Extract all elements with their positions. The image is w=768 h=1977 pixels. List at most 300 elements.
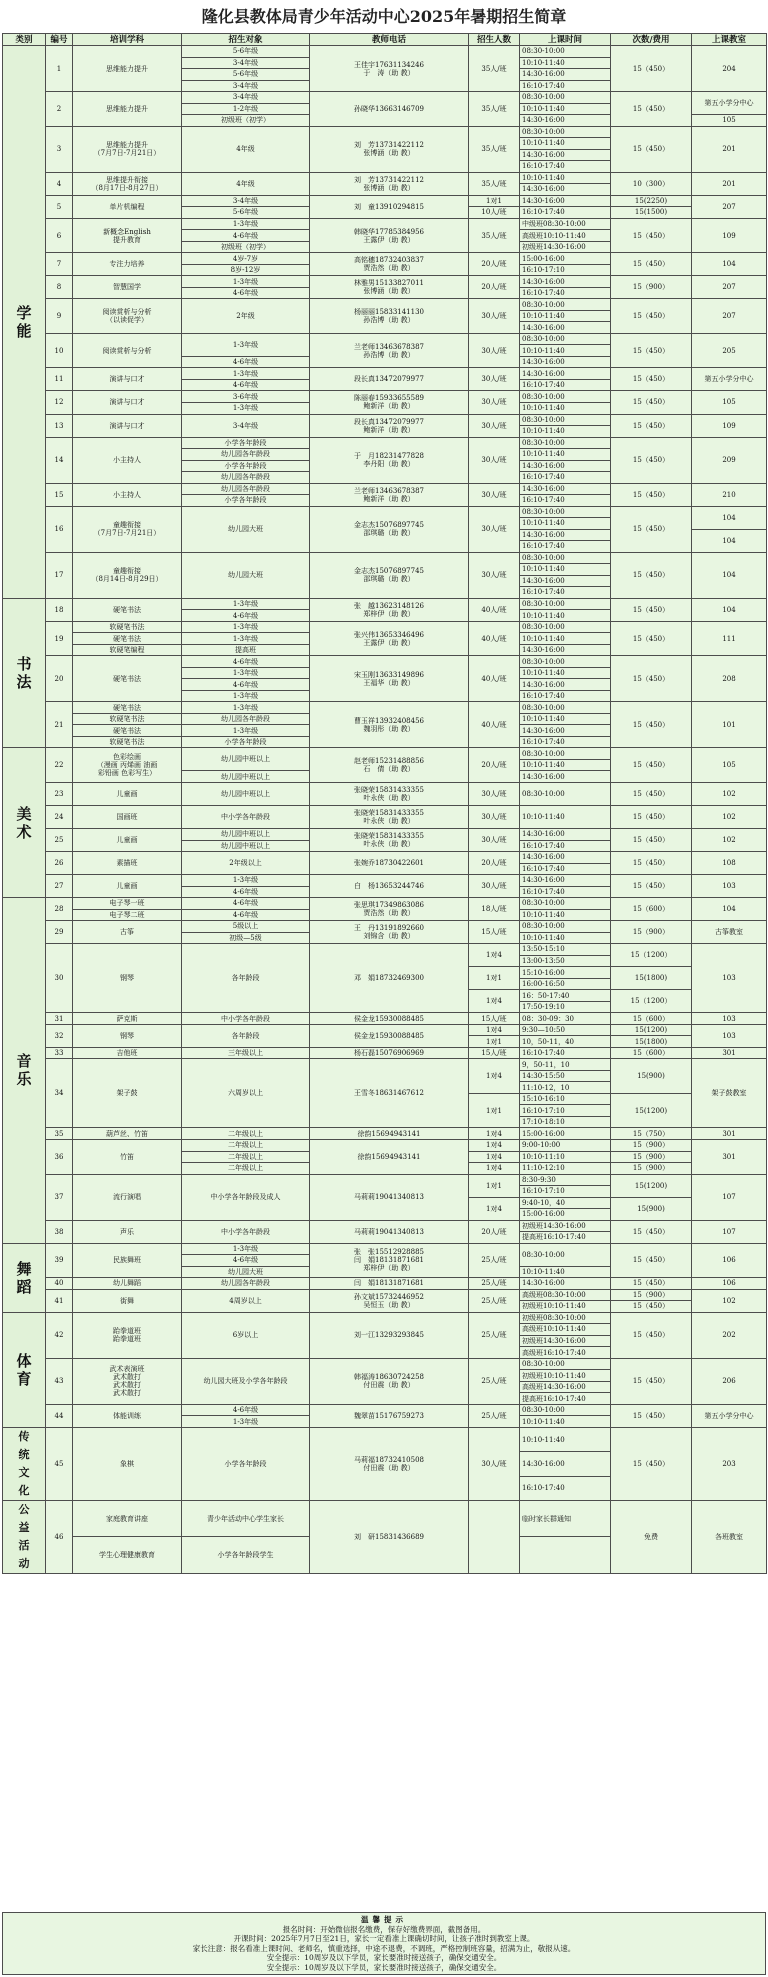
cell-line: 张博涵（助 教） — [363, 183, 415, 192]
cell-line: 马莉莉19041340813 — [354, 1193, 424, 1202]
time-cell: 16:10-17:40 — [520, 287, 611, 299]
category-cell — [3, 1312, 46, 1427]
notice-line: 安全提示：10周岁及以下学员，家长要准时接送孩子，确保交通安全。 — [266, 1962, 502, 1972]
time-cell: 13:00-13:50 — [520, 955, 611, 967]
cell-line: 刘 研15831436689 — [354, 1532, 424, 1541]
table-row — [3, 1289, 767, 1301]
subject-cell: 软硬笔书法 — [73, 713, 182, 725]
time-cell: 14:30-16:00 — [520, 829, 611, 841]
course-number: 35 — [46, 1128, 73, 1140]
course-number: 3 — [46, 126, 73, 172]
cell-line: 邵琪璐（助 教） — [363, 529, 415, 538]
cell-line: 杨石磊15076906969 — [354, 1049, 424, 1058]
time-cell: 10:10-11:40 — [520, 633, 611, 645]
time-cell: 10:10-11:40 — [520, 564, 611, 576]
cell-line: 徐韵15694943141 — [357, 1129, 421, 1138]
category-char: 公 — [18, 1502, 30, 1516]
teacher-cell — [310, 506, 469, 552]
cell-line: 小主持人 — [113, 456, 141, 465]
fee-cell: 15（450） — [611, 92, 692, 127]
cell-line: 演讲与口才 — [109, 421, 145, 430]
time-cell: 15:00-16:00 — [520, 1209, 611, 1221]
time-cell: 08:30-10:00 — [520, 333, 611, 345]
audience-cell: 幼儿园中班以上 — [182, 829, 310, 841]
table-row — [3, 368, 767, 380]
time-cell: 10:10-11:40 — [520, 310, 611, 322]
audience-cell: 3-4年级 — [182, 92, 310, 104]
cell-line: 于 月18231477828 — [354, 452, 424, 461]
table-row — [3, 1312, 767, 1324]
audience-cell: 1-3年级 — [182, 875, 310, 887]
time-cell: 初级班14:30-16:00 — [520, 1220, 611, 1232]
cell-line: （8月14日-8月29日） — [91, 575, 163, 584]
course-number: 2 — [46, 92, 73, 127]
fee-cell: 15（900） — [611, 921, 692, 944]
subject-cell — [73, 829, 182, 852]
cell-line: 武术散打 — [113, 1373, 141, 1382]
audience-cell: 初级班（初学） — [182, 241, 310, 253]
subject-cell — [73, 253, 182, 276]
audience-cell: 5-6年级 — [182, 207, 310, 219]
audience-cell: 初级班（初学） — [182, 115, 310, 127]
teacher-cell — [310, 748, 469, 783]
course-number: 34 — [46, 1059, 73, 1128]
time-cell: 10:10-11:10 — [520, 1151, 611, 1163]
fee-cell: 15（450） — [611, 333, 692, 368]
course-number: 42 — [46, 1312, 73, 1358]
time-cell: 高级班16:10-17:40 — [520, 1347, 611, 1359]
subject-cell — [73, 921, 182, 944]
table-row — [3, 391, 767, 403]
course-number: 26 — [46, 852, 73, 875]
enrollment-cell: 30人/班 — [469, 483, 520, 506]
audience-cell: 1-3年级 — [182, 702, 310, 714]
audience-cell: 幼儿园各年龄段 — [182, 449, 310, 461]
fee-cell: 10（300） — [611, 172, 692, 195]
enrollment-cell: 20人/班 — [469, 1220, 520, 1243]
cell-line: 陈丽春15933655589 — [354, 394, 424, 403]
fee-cell: 15（450） — [611, 299, 692, 334]
subject-cell — [73, 1024, 182, 1047]
cell-line: 侯金龙15930088485 — [354, 1014, 424, 1023]
enrollment-cell: 1对4 — [469, 990, 520, 1013]
time-cell: 08:30-10:00 — [520, 656, 611, 668]
enrollment-cell: 1对1 — [469, 1093, 520, 1128]
subject-cell: 硬笔书法 — [73, 702, 182, 714]
subject-cell — [73, 598, 182, 621]
time-cell: 高级班10:10-11:40 — [520, 230, 611, 242]
table-row — [3, 1358, 767, 1370]
cell-line: 张思琪17349863086 — [354, 901, 424, 910]
course-number: 23 — [46, 783, 73, 806]
course-number: 7 — [46, 253, 73, 276]
teacher-cell — [310, 1024, 469, 1047]
category-cell — [3, 46, 46, 599]
cell-line: 架子鼓 — [116, 1089, 138, 1098]
enrollment-cell: 30人/班 — [469, 875, 520, 898]
course-number: 40 — [46, 1278, 73, 1290]
time-cell: 16:10-17:10 — [520, 264, 611, 276]
enrollment-cell: 15人/班 — [469, 1013, 520, 1025]
time-cell: 16:10-17:40 — [520, 690, 611, 702]
cell-line: 思维提升衔接 — [106, 175, 148, 184]
table-row — [3, 333, 767, 345]
time-cell: 17:50-19:10 — [520, 1001, 611, 1013]
time-cell: 15:00-16:00 — [520, 1128, 611, 1140]
category-char: 能 — [16, 321, 32, 340]
course-number: 39 — [46, 1243, 73, 1278]
classroom-cell: 第五小学分中心 — [692, 1404, 767, 1427]
course-number: 27 — [46, 875, 73, 898]
course-number: 31 — [46, 1013, 73, 1025]
time-cell: 10:10-11:40 — [520, 138, 611, 150]
subject-cell — [73, 276, 182, 299]
fee-cell: 15(1800) — [611, 967, 692, 990]
fee-cell: 15（450） — [611, 414, 692, 437]
fee-cell: 15（450） — [611, 1243, 692, 1278]
audience-cell: 1-3年级 — [182, 725, 310, 737]
audience-cell: 1-3年级 — [182, 402, 310, 414]
audience-cell: 幼儿园中班以上 — [182, 840, 310, 852]
course-number: 25 — [46, 829, 73, 852]
column-header: 教师电话 — [310, 34, 469, 46]
time-cell: 14:30-16:00 — [520, 1278, 611, 1290]
subject-cell — [73, 92, 182, 127]
audience-cell: 3-4年级 — [182, 414, 310, 437]
classroom-cell: 第五小学分中心 — [692, 92, 767, 115]
enrollment-cell: 25人/班 — [469, 1404, 520, 1427]
time-cell: 16:10-17:40 — [520, 840, 611, 852]
table-row — [3, 1139, 767, 1151]
enrollment-cell: 10人/班 — [469, 207, 520, 219]
fee-cell: 15（450） — [611, 126, 692, 172]
audience-cell: 1-3年级 — [182, 621, 310, 633]
subject-cell — [73, 1220, 182, 1243]
time-cell: 10:10-11:40 — [520, 806, 611, 829]
cell-line: 孙晓华13663146709 — [354, 104, 424, 113]
cell-line: （7月7日-7月21日） — [93, 529, 161, 538]
cell-line: 吴恒玉（助 教） — [363, 1300, 415, 1309]
cell-line: 王 丹13191892660 — [354, 924, 424, 933]
teacher-cell — [310, 1278, 469, 1290]
audience-cell: 小学各年龄段 — [182, 437, 310, 449]
fee-cell: 15（450） — [611, 702, 692, 748]
fee-cell: 15（900） — [611, 1163, 692, 1175]
teacher-cell — [310, 656, 469, 702]
classroom-cell: 207 — [692, 276, 767, 299]
classroom-cell: 108 — [692, 852, 767, 875]
enrollment-cell: 18人/班 — [469, 898, 520, 921]
subject-cell — [73, 1404, 182, 1427]
time-cell: 10:10-11:40 — [520, 713, 611, 725]
audience-cell: 4年级 — [182, 126, 310, 172]
subject-cell — [73, 783, 182, 806]
audience-cell: 8岁-12岁 — [182, 264, 310, 276]
table-row — [3, 898, 767, 910]
cell-line: （8月17日-8月27日） — [91, 183, 163, 192]
course-number: 18 — [46, 598, 73, 621]
teacher-cell — [310, 1404, 469, 1427]
time-cell: 14:30-16:00 — [520, 115, 611, 127]
cell-line: 张晓荣15831433355 — [354, 786, 424, 795]
course-number: 1 — [46, 46, 73, 92]
course-number: 20 — [46, 656, 73, 702]
audience-cell: 1-3年级 — [182, 276, 310, 288]
time-cell: 08:30-10:00 — [520, 299, 611, 311]
cell-line: 儿童画 — [116, 882, 138, 891]
table-row — [3, 276, 767, 288]
fee-cell: 15（450） — [611, 368, 692, 391]
time-cell: 14:30-16:00 — [520, 771, 611, 783]
cell-line: 付田震（助 教） — [363, 1463, 415, 1472]
cell-line: 武术表演班 — [109, 1365, 145, 1374]
enrollment-cell: 1对4 — [469, 944, 520, 967]
fee-cell: 15（450） — [611, 598, 692, 621]
time-cell: 9，50-11，10 — [520, 1059, 611, 1071]
enrollment-cell: 1对4 — [469, 1139, 520, 1151]
audience-cell: 1-3年级 — [182, 690, 310, 702]
fee-cell: 15（450） — [611, 852, 692, 875]
classroom-cell: 210 — [692, 483, 767, 506]
cell-line: 兰老师13463678387 — [354, 342, 424, 351]
classroom-cell: 301 — [692, 1128, 767, 1140]
audience-cell: 4-6年级 — [182, 679, 310, 691]
fee-cell: 15（600） — [611, 898, 692, 921]
column-header: 招生人数 — [469, 34, 520, 46]
course-number: 16 — [46, 506, 73, 552]
category-char: 化 — [18, 1483, 30, 1497]
table-row — [3, 875, 767, 887]
teacher-cell — [310, 92, 469, 127]
cell-line: 钢琴 — [120, 974, 134, 983]
enrollment-cell: 1对1 — [469, 1174, 520, 1197]
audience-cell: 1-2年级 — [182, 103, 310, 115]
course-number: 32 — [46, 1024, 73, 1047]
cell-line: 色彩绘画 — [113, 753, 141, 762]
cell-line: 闫 娟18131871681 — [354, 1279, 424, 1288]
classroom-cell: 102 — [692, 783, 767, 806]
time-cell: 16:10-17:40 — [520, 541, 611, 553]
time-cell: 14:30-16:00 — [520, 852, 611, 864]
subject-cell — [73, 46, 182, 92]
category-char: 体 — [16, 1351, 32, 1370]
cell-line: 马莉莉19041340813 — [354, 1227, 424, 1236]
subject-cell — [73, 1013, 182, 1025]
time-cell: 高级班14:30-16:00 — [520, 1381, 611, 1393]
time-cell: 16:10-17:40 — [520, 587, 611, 599]
fee-cell: 15(1800) — [611, 1036, 692, 1048]
fee-cell: 15(900) — [611, 1059, 692, 1094]
subject-cell — [73, 1059, 182, 1128]
audience-cell: 4-6年级 — [182, 1404, 310, 1416]
audience-cell: 幼儿园各年龄段 — [182, 713, 310, 725]
teacher-cell — [310, 414, 469, 437]
classroom-cell: 106 — [692, 1243, 767, 1278]
fee-cell: 15（450） — [611, 783, 692, 806]
subject-cell — [73, 1128, 182, 1140]
audience-cell: 幼儿园各年龄段 — [182, 483, 310, 495]
audience-cell: 二年级以上 — [182, 1139, 310, 1151]
teacher-cell — [310, 921, 469, 944]
teacher-cell — [310, 46, 469, 92]
audience-cell: 4-6年级 — [182, 1255, 310, 1267]
notice-box — [2, 1912, 766, 1975]
subject-cell: 学生心理健康教育 — [73, 1537, 182, 1574]
audience-cell: 4-6年级 — [182, 379, 310, 391]
category-char: 舞 — [16, 1259, 32, 1278]
cell-line: 石 倩（助 教） — [363, 765, 415, 774]
time-cell: 16:10-17:40 — [520, 736, 611, 748]
cell-line: 民族舞班 — [113, 1256, 141, 1265]
time-cell: 08:30-10:00 — [520, 1243, 611, 1266]
time-cell: 10:10-11:40 — [520, 1427, 611, 1451]
time-cell: 13:50-15:10 — [520, 944, 611, 956]
audience-cell: 中小学各年龄段及成人 — [182, 1174, 310, 1220]
subject-cell — [73, 875, 182, 898]
cell-line: 段长真13472079977 — [354, 375, 424, 384]
audience-cell: 小学各年龄段 — [182, 736, 310, 748]
table-row — [3, 195, 767, 207]
table-row — [3, 1174, 767, 1186]
table-row — [3, 748, 767, 760]
enrollment-cell: 20人/班 — [469, 852, 520, 875]
enrollment-cell: 1对1 — [469, 1036, 520, 1048]
enrollment-cell: 30人/班 — [469, 299, 520, 334]
category-char: 蹈 — [16, 1277, 32, 1296]
audience-cell: 3-4年级 — [182, 80, 310, 92]
schedule-table — [2, 33, 767, 1574]
teacher-cell — [310, 875, 469, 898]
table-row — [3, 126, 767, 138]
audience-cell: 小学各年龄段 — [182, 1427, 310, 1500]
teacher-cell — [310, 172, 469, 195]
teacher-cell — [310, 1243, 469, 1278]
classroom-cell: 103 — [692, 1013, 767, 1025]
audience-cell: 2年级 — [182, 299, 310, 334]
fee-cell: 15（450） — [611, 552, 692, 598]
audience-cell: 二年级以上 — [182, 1128, 310, 1140]
subject-cell — [73, 391, 182, 414]
cell-line: 叶永侠（助 教） — [363, 817, 415, 826]
table-row — [3, 552, 767, 564]
audience-cell: 5级以上 — [182, 921, 310, 933]
subject-cell — [73, 437, 182, 483]
time-cell: 8:30-9:30 — [520, 1174, 611, 1186]
cell-line: 鲍新洋（助 教） — [363, 494, 415, 503]
classroom-cell: 203 — [692, 1427, 767, 1500]
enrollment-cell: 30人/班 — [469, 437, 520, 483]
teacher-cell — [310, 1220, 469, 1243]
subject-cell — [73, 333, 182, 368]
classroom-cell: 207 — [692, 195, 767, 218]
table-row — [3, 702, 767, 714]
time-cell: 16:10-17:10 — [520, 1105, 611, 1117]
fee-cell: 15（900） — [611, 1289, 692, 1301]
notice-title: 温馨提示 — [361, 1915, 407, 1924]
fee-cell: 15（450） — [611, 806, 692, 829]
table-body — [3, 46, 767, 1574]
audience-cell: 各年龄段 — [182, 944, 310, 1013]
subject-cell: 软硬笔书法 — [73, 736, 182, 748]
cell-line: 郑梓伊（助 教） — [363, 609, 415, 618]
fee-cell: 15（450） — [611, 1312, 692, 1358]
classroom-cell: 205 — [692, 333, 767, 368]
cell-line: 侯金龙15930088485 — [354, 1031, 424, 1040]
cell-line: 单片机编程 — [109, 202, 145, 211]
time-cell: 14:30-15:50 — [520, 1070, 611, 1082]
time-cell: 10:10-11:40 — [520, 932, 611, 944]
cell-line: 郑梓伊（助 教） — [363, 1264, 415, 1273]
time-cell: 14:30-16:00 — [520, 875, 611, 887]
classroom-cell: 各班教室 — [692, 1500, 767, 1573]
cell-line: 张晓荣15831433355 — [354, 832, 424, 841]
audience-cell: 2年级以上 — [182, 852, 310, 875]
category-char: 动 — [18, 1556, 30, 1570]
audience-cell: 4周岁以上 — [182, 1289, 310, 1312]
teacher-cell — [310, 126, 469, 172]
cell-line: 邓 娟18732469300 — [354, 974, 424, 983]
course-number: 5 — [46, 195, 73, 218]
time-cell: 08:30-10:00 — [520, 437, 611, 449]
course-number: 9 — [46, 299, 73, 334]
table-row — [3, 437, 767, 449]
audience-cell: 幼儿园中班以上 — [182, 748, 310, 771]
classroom-cell: 109 — [692, 218, 767, 253]
classroom-cell: 104 — [692, 506, 767, 529]
cell-line: 李丹阳（助 教） — [363, 460, 415, 469]
enrollment-cell: 15人/班 — [469, 1047, 520, 1059]
enrollment-cell: 35人/班 — [469, 92, 520, 127]
enrollment-cell: 20人/班 — [469, 276, 520, 299]
time-cell: 08:30-10:00 — [520, 391, 611, 403]
course-number: 43 — [46, 1358, 73, 1404]
cell-line: 葫芦丝、竹笛 — [106, 1129, 148, 1138]
enrollment-cell: 1对1 — [469, 967, 520, 990]
audience-cell: 6岁以上 — [182, 1312, 310, 1358]
category-cell — [3, 1427, 46, 1500]
teacher-cell — [310, 829, 469, 852]
audience-cell: 4-6年级 — [182, 230, 310, 242]
notice-line: 安全提示：10周岁及以下学员，家长要准时接送孩子，确保交通安全。 — [266, 1953, 502, 1962]
category-char: 法 — [16, 673, 32, 692]
subject-cell — [73, 1174, 182, 1220]
time-cell: 高级班10:10-11:40 — [520, 1324, 611, 1336]
enrollment-cell: 25人/班 — [469, 1243, 520, 1278]
fee-cell: 15（750） — [611, 1128, 692, 1140]
teacher-cell — [310, 1427, 469, 1500]
category-char: 学 — [16, 303, 32, 322]
classroom-cell: 301 — [692, 1139, 767, 1174]
category-char: 文 — [18, 1465, 30, 1479]
fee-cell: 免费 — [611, 1500, 692, 1573]
time-cell: 10:10-11:40 — [520, 1266, 611, 1278]
enrollment-cell: 25人/班 — [469, 1312, 520, 1358]
table-row — [3, 852, 767, 864]
enrollment-cell: 1对4 — [469, 1197, 520, 1220]
teacher-cell — [310, 218, 469, 253]
table-row — [3, 1404, 767, 1416]
cell-line: 幼儿舞蹈 — [113, 1279, 141, 1288]
teacher-cell — [310, 783, 469, 806]
audience-cell: 1-3年级 — [182, 598, 310, 610]
notice-line: 家长注意：报名看准上课时间、老师名，慎重选择，中途不退费，不调班，严格控制班容量，招满为止，敬报从速。 — [192, 1943, 576, 1953]
course-number: 12 — [46, 391, 73, 414]
cell-line: 王佳宇17631134246 — [354, 60, 424, 69]
time-cell: 08:30-10:00 — [520, 414, 611, 426]
cell-line: 刘 童13910294815 — [354, 202, 424, 211]
time-cell: 10:10-11:40 — [520, 909, 611, 921]
enrollment-cell: 35人/班 — [469, 218, 520, 253]
